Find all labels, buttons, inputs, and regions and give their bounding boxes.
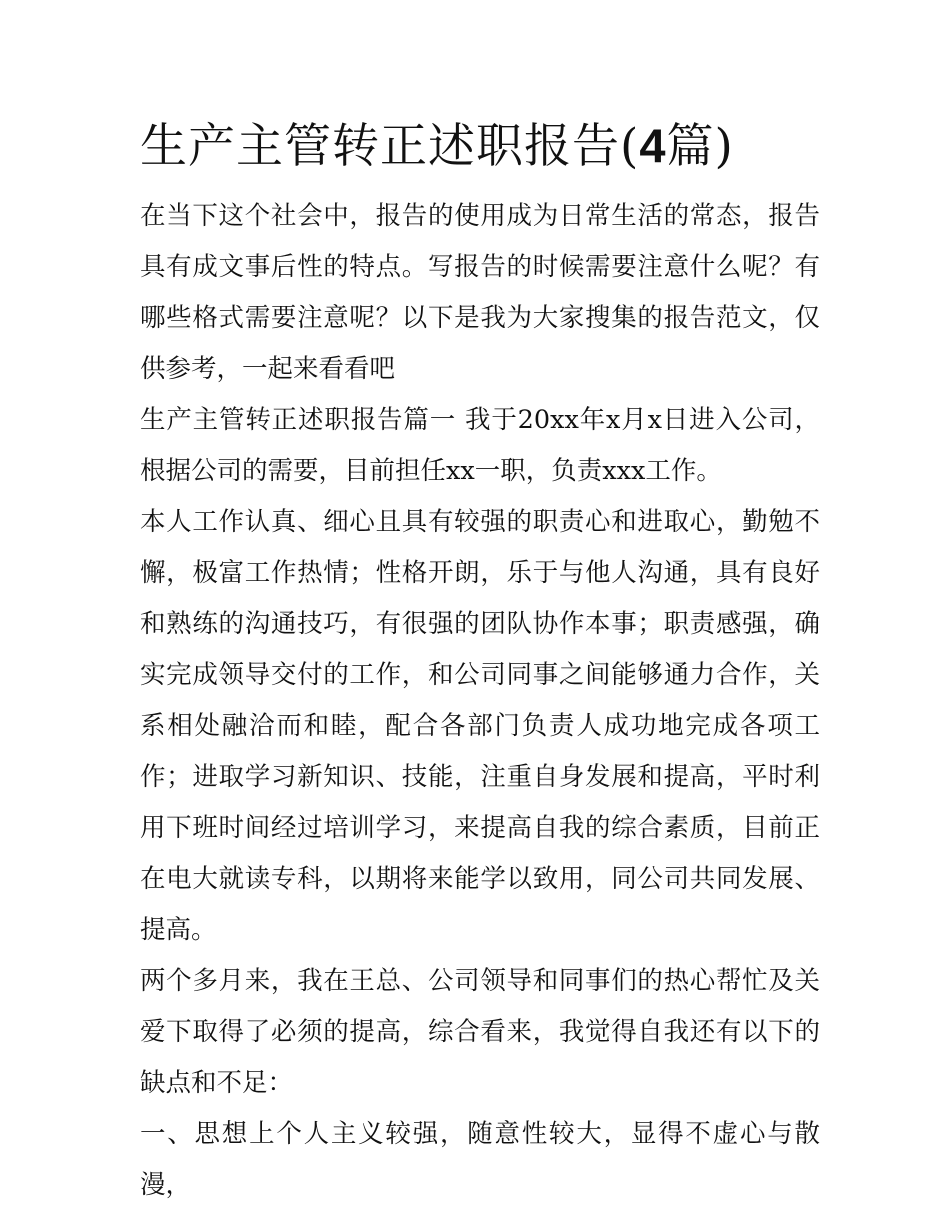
title-suffix: 篇)	[666, 119, 734, 174]
paragraph-intro: 在当下这个社会中，报告的使用成为日常生活的常态，报告具有成文事后性的特点。写报告的时候需要注意什么呢？有哪些格式需要注意呢？以下是我为大家搜集的报告范文，仅供参考，一起来看看吧	[140, 201, 820, 384]
document-page	[140, 112, 820, 1211]
paragraph-shortcomings-intro: 两个多月来，我在王总、公司领导和同事们的热心帮忙及关爱下取得了必须的提高，综合看来，我觉得自我还有以下的缺点和不足：	[140, 966, 820, 1098]
paragraph-section-one: 生产主管转正述职报告篇一 我于20xx年x月x日进入公司，根据公司的需要，目前担任xx一职，负责xxx工作。	[140, 405, 820, 486]
title-prefix: 生产主管转正述职报告(	[140, 119, 640, 174]
title-number: 4	[639, 119, 667, 172]
document-title	[140, 112, 820, 181]
paragraph-self-assessment: 本人工作认真、细心且具有较强的职责心和进取心，勤勉不懈，极富工作热情；性格开朗，乐于与他人沟通，具有良好和熟练的沟通技巧，有很强的团队协作本事；职责感强，确实完成领导交付的工作，和公司同事之间能够通力合作，关系相处融洽而和睦，配合各部门负责人成功地完成各项工作；进取学习新知识、技能，注重自身发展和提高，平时利用下班时间经过培训学习，来提高自我的综合素质，目前正在电大就读专科，以期将来能学以致用，同公司共同发展、提高。	[140, 507, 820, 945]
paragraph-shortcoming-one: 一、思想上个人主义较强，随意性较大，显得不虚心与散漫，	[140, 1119, 820, 1200]
